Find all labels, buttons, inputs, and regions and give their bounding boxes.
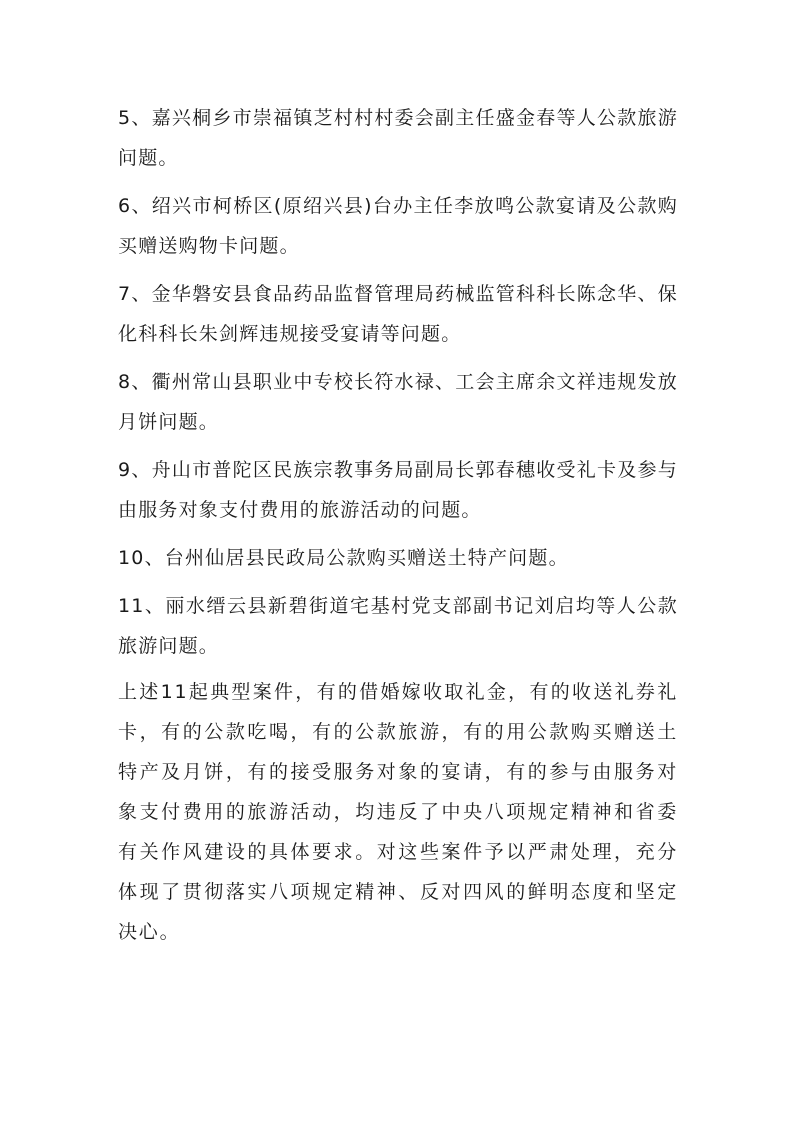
summary-paragraph: 上述11起典型案件，有的借婚嫁收取礼金，有的收送礼券礼卡，有的公款吃喝，有的公款旅游，有的用公款购买赠送土特产及月饼，有的接受服务对象的宴请，有的参与由服务对象支付费用的旅游活动，均违反了中央八项规定精神和省委有关作风建设的具体要求。对这些案件予以严肃处理，充分体现了贯彻落实八项规定精神、反对四风的鲜明态度和坚定决心。 — [118, 681, 678, 943]
case-item-9: 9、舟山市普陀区民族宗教事务局副局长郭春穗收受礼卡及参与由服务对象支付费用的旅游活动的问题。 — [118, 459, 678, 521]
case-item-5: 5、嘉兴桐乡市崇福镇芝村村村委会副主任盛金春等人公款旅游问题。 — [118, 107, 678, 169]
document-body — [118, 98, 678, 952]
case-item-11: 11、丽水缙云县新碧街道宅基村党支部副书记刘启均等人公款旅游问题。 — [118, 595, 678, 657]
case-item-6: 6、绍兴市柯桥区(原绍兴县)台办主任李放鸣公款宴请及公款购买赠送购物卡问题。 — [118, 195, 678, 257]
case-item-8: 8、衢州常山县职业中专校长符水禄、工会主席余文祥违规发放月饼问题。 — [118, 371, 678, 433]
case-item-7: 7、金华磐安县食品药品监督管理局药械监管科科长陈念华、保化科科长朱剑辉违规接受宴请等问题。 — [118, 283, 678, 345]
case-item-10: 10、台州仙居县民政局公款购买赠送土特产问题。 — [118, 547, 569, 569]
